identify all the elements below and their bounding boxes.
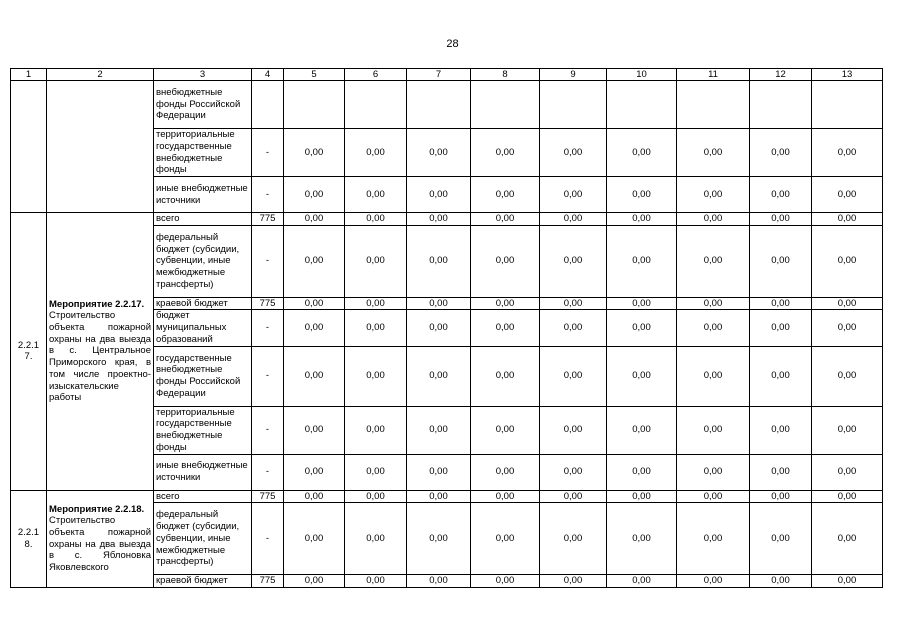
amount-cell: 0,00 <box>407 177 471 213</box>
funding-source: государственные внебюджетные фонды Российской Федерации <box>154 346 252 406</box>
amount-cell: 0,00 <box>812 575 883 588</box>
amount-cell: 0,00 <box>812 213 883 226</box>
amount-cell: 0,00 <box>750 490 812 503</box>
amount-cell: 0,00 <box>750 213 812 226</box>
amount-cell <box>345 81 407 129</box>
amount-cell: 0,00 <box>284 490 345 503</box>
amount-cell <box>284 81 345 129</box>
amount-cell: 0,00 <box>540 213 607 226</box>
amount-cell: 0,00 <box>677 129 750 177</box>
amount-cell: 0,00 <box>677 406 750 454</box>
amount-cell: 0,00 <box>750 129 812 177</box>
amount-cell: 0,00 <box>284 575 345 588</box>
column-header: 3 <box>154 69 252 81</box>
amount-cell: 0,00 <box>407 129 471 177</box>
amount-cell: 0,00 <box>540 297 607 310</box>
amount-cell: 0,00 <box>407 346 471 406</box>
funding-source: всего <box>154 213 252 226</box>
amount-cell: 0,00 <box>540 177 607 213</box>
amount-cell: 0,00 <box>471 310 540 346</box>
funding-source: краевой бюджет <box>154 575 252 588</box>
col4-value: - <box>252 177 284 213</box>
amount-cell <box>677 81 750 129</box>
page-number: 28 <box>446 38 459 50</box>
column-header: 13 <box>812 69 883 81</box>
amount-cell: 0,00 <box>677 575 750 588</box>
amount-cell: 0,00 <box>540 406 607 454</box>
event-code: 2.2.1 7. <box>11 213 47 491</box>
funding-source: иные внебюджетные источники <box>154 177 252 213</box>
event-cell <box>47 81 154 213</box>
amount-cell: 0,00 <box>540 575 607 588</box>
amount-cell: 0,00 <box>812 297 883 310</box>
amount-cell: 0,00 <box>812 454 883 490</box>
amount-cell: 0,00 <box>812 225 883 297</box>
amount-cell: 0,00 <box>750 575 812 588</box>
column-header: 11 <box>677 69 750 81</box>
event-title: Мероприятие 2.2.18. <box>49 503 145 515</box>
amount-cell: 0,00 <box>540 454 607 490</box>
col4-value: - <box>252 406 284 454</box>
amount-cell: 0,00 <box>345 297 407 310</box>
amount-cell: 0,00 <box>345 454 407 490</box>
amount-cell: 0,00 <box>750 503 812 575</box>
amount-cell: 0,00 <box>345 490 407 503</box>
amount-cell: 0,00 <box>607 129 677 177</box>
amount-cell: 0,00 <box>471 503 540 575</box>
amount-cell <box>812 81 883 129</box>
column-header: 4 <box>252 69 284 81</box>
column-header: 6 <box>345 69 407 81</box>
amount-cell: 0,00 <box>284 177 345 213</box>
amount-cell: 0,00 <box>345 575 407 588</box>
amount-cell: 0,00 <box>812 490 883 503</box>
amount-cell: 0,00 <box>345 406 407 454</box>
amount-cell: 0,00 <box>677 454 750 490</box>
amount-cell: 0,00 <box>345 225 407 297</box>
amount-cell: 0,00 <box>540 310 607 346</box>
col4-value: - <box>252 503 284 575</box>
funding-source: иные внебюджетные источники <box>154 454 252 490</box>
amount-cell: 0,00 <box>812 503 883 575</box>
amount-cell: 0,00 <box>750 177 812 213</box>
amount-cell: 0,00 <box>540 503 607 575</box>
column-header: 9 <box>540 69 607 81</box>
column-header: 5 <box>284 69 345 81</box>
col4-value: - <box>252 310 284 346</box>
amount-cell: 0,00 <box>677 346 750 406</box>
amount-cell: 0,00 <box>677 490 750 503</box>
event-code: 2.2.1 8. <box>11 490 47 587</box>
col4-value <box>252 81 284 129</box>
amount-cell: 0,00 <box>471 454 540 490</box>
table-body <box>11 69 883 588</box>
col4-value: 775 <box>252 297 284 310</box>
amount-cell: 0,00 <box>677 225 750 297</box>
amount-cell: 0,00 <box>750 225 812 297</box>
amount-cell: 0,00 <box>812 310 883 346</box>
amount-cell: 0,00 <box>677 310 750 346</box>
amount-cell: 0,00 <box>540 346 607 406</box>
amount-cell: 0,00 <box>345 346 407 406</box>
amount-cell: 0,00 <box>607 406 677 454</box>
amount-cell: 0,00 <box>345 129 407 177</box>
column-header: 1 <box>11 69 47 81</box>
amount-cell: 0,00 <box>407 406 471 454</box>
amount-cell <box>471 81 540 129</box>
amount-cell: 0,00 <box>284 503 345 575</box>
amount-cell: 0,00 <box>607 213 677 226</box>
amount-cell: 0,00 <box>750 310 812 346</box>
amount-cell: 0,00 <box>284 346 345 406</box>
col4-value: - <box>252 346 284 406</box>
amount-cell: 0,00 <box>407 454 471 490</box>
amount-cell: 0,00 <box>812 406 883 454</box>
amount-cell: 0,00 <box>345 310 407 346</box>
column-header: 10 <box>607 69 677 81</box>
amount-cell: 0,00 <box>471 177 540 213</box>
amount-cell: 0,00 <box>407 213 471 226</box>
funding-source: территориальные государственные внебюджетные фонды <box>154 129 252 177</box>
amount-cell: 0,00 <box>471 129 540 177</box>
funding-source: внебюджетные фонды Российской Федерации <box>154 81 252 129</box>
amount-cell: 0,00 <box>345 213 407 226</box>
amount-cell: 0,00 <box>407 297 471 310</box>
amount-cell: 0,00 <box>540 490 607 503</box>
amount-cell <box>607 81 677 129</box>
funding-source: всего <box>154 490 252 503</box>
event-description: Строительство объекта пожарной охраны на два выезда в с. Яблоновка Яковлевского <box>49 515 151 574</box>
event-cell <box>47 213 154 491</box>
column-header: 8 <box>471 69 540 81</box>
amount-cell: 0,00 <box>812 129 883 177</box>
table-row <box>11 81 883 129</box>
column-header: 12 <box>750 69 812 81</box>
column-header: 2 <box>47 69 154 81</box>
amount-cell <box>750 81 812 129</box>
column-header: 7 <box>407 69 471 81</box>
funding-source: федеральный бюджет (субсидии, субвенции, иные межбюджетные трансферты) <box>154 503 252 575</box>
amount-cell: 0,00 <box>471 225 540 297</box>
table-row <box>11 213 883 226</box>
funding-source: бюджет муниципальных образований <box>154 310 252 346</box>
amount-cell: 0,00 <box>607 503 677 575</box>
amount-cell: 0,00 <box>471 297 540 310</box>
col4-value: 775 <box>252 490 284 503</box>
amount-cell: 0,00 <box>284 225 345 297</box>
amount-cell: 0,00 <box>471 490 540 503</box>
amount-cell: 0,00 <box>607 310 677 346</box>
table-row <box>11 490 883 503</box>
funding-source: федеральный бюджет (субсидии, субвенции, иные межбюджетные трансферты) <box>154 225 252 297</box>
col4-value: - <box>252 454 284 490</box>
amount-cell: 0,00 <box>677 177 750 213</box>
amount-cell: 0,00 <box>540 225 607 297</box>
amount-cell: 0,00 <box>607 575 677 588</box>
amount-cell: 0,00 <box>471 406 540 454</box>
amount-cell: 0,00 <box>750 454 812 490</box>
amount-cell: 0,00 <box>407 503 471 575</box>
budget-table <box>10 68 883 588</box>
amount-cell: 0,00 <box>812 346 883 406</box>
amount-cell: 0,00 <box>812 177 883 213</box>
funding-source: краевой бюджет <box>154 297 252 310</box>
event-description: Строительство объекта пожарной охраны на два выезда в с. Центральное Приморского края, в том числе проектно-изыскательские работы <box>49 310 151 404</box>
amount-cell: 0,00 <box>407 310 471 346</box>
amount-cell: 0,00 <box>607 454 677 490</box>
amount-cell: 0,00 <box>284 213 345 226</box>
amount-cell: 0,00 <box>677 297 750 310</box>
amount-cell: 0,00 <box>750 346 812 406</box>
col4-value: - <box>252 129 284 177</box>
amount-cell: 0,00 <box>284 310 345 346</box>
amount-cell: 0,00 <box>407 225 471 297</box>
amount-cell: 0,00 <box>345 177 407 213</box>
amount-cell: 0,00 <box>407 575 471 588</box>
amount-cell: 0,00 <box>750 297 812 310</box>
amount-cell: 0,00 <box>471 575 540 588</box>
amount-cell: 0,00 <box>607 346 677 406</box>
amount-cell: 0,00 <box>284 129 345 177</box>
amount-cell: 0,00 <box>540 129 607 177</box>
amount-cell: 0,00 <box>284 454 345 490</box>
amount-cell <box>407 81 471 129</box>
amount-cell: 0,00 <box>471 213 540 226</box>
funding-source: территориальные государственные внебюджетные фонды <box>154 406 252 454</box>
header-row <box>11 69 883 81</box>
amount-cell: 0,00 <box>407 490 471 503</box>
amount-cell <box>540 81 607 129</box>
amount-cell: 0,00 <box>677 503 750 575</box>
col4-value: - <box>252 225 284 297</box>
amount-cell: 0,00 <box>677 213 750 226</box>
amount-cell: 0,00 <box>607 490 677 503</box>
amount-cell: 0,00 <box>607 297 677 310</box>
amount-cell: 0,00 <box>750 406 812 454</box>
amount-cell: 0,00 <box>345 503 407 575</box>
amount-cell: 0,00 <box>284 297 345 310</box>
event-title: Мероприятие 2.2.17. <box>49 298 145 310</box>
amount-cell: 0,00 <box>607 177 677 213</box>
amount-cell: 0,00 <box>607 225 677 297</box>
event-cell <box>47 490 154 587</box>
amount-cell: 0,00 <box>284 406 345 454</box>
col4-value: 775 <box>252 213 284 226</box>
col4-value: 775 <box>252 575 284 588</box>
amount-cell: 0,00 <box>471 346 540 406</box>
event-code <box>11 81 47 213</box>
